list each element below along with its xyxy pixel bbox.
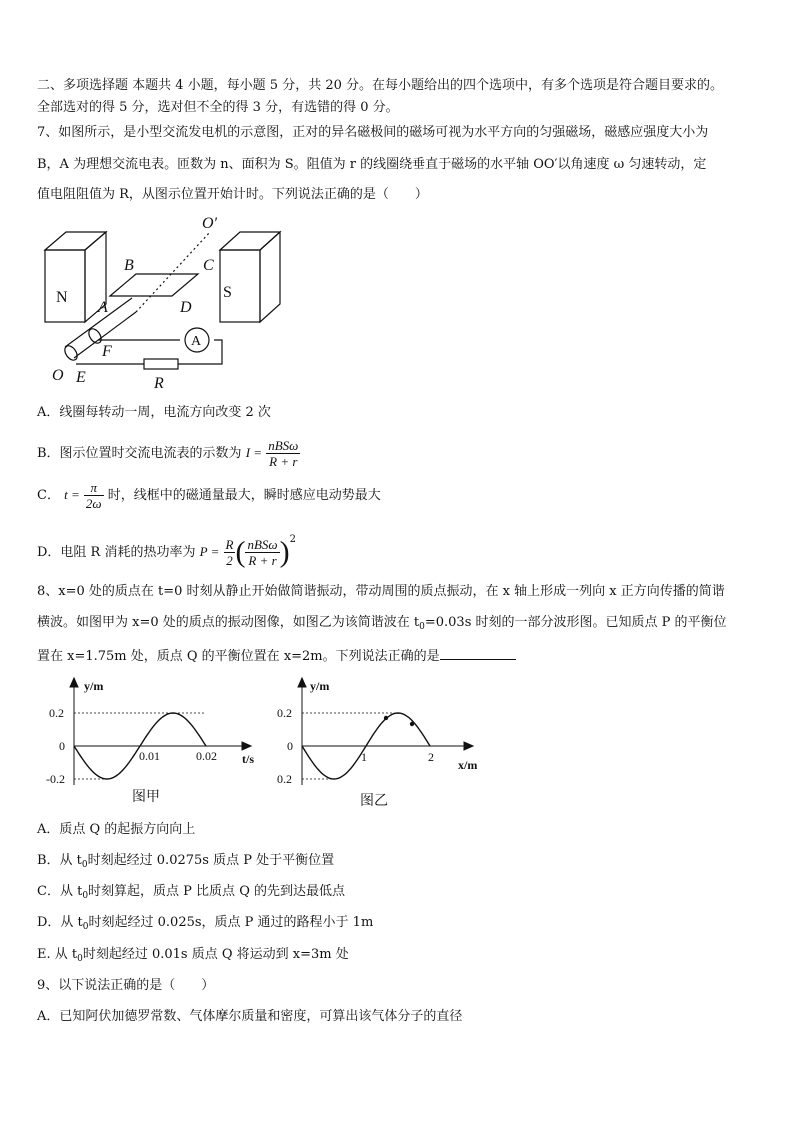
q8-option-d-b: 时刻起经过 0.025s，质点 P 通过的路程小于 1m — [88, 915, 374, 930]
fraction-numerator: π — [84, 480, 104, 496]
q7-option-c-prefix: C． — [37, 488, 60, 503]
subscript: 0 — [419, 622, 425, 632]
corner-d-label: D — [180, 299, 192, 316]
q8-option-b — [37, 851, 334, 875]
q8-option-c-a: C．从 t — [37, 884, 83, 899]
q8-option-c — [37, 882, 345, 906]
fraction-denominator: 2ω — [85, 496, 102, 511]
point-q — [410, 722, 414, 726]
yi-ylabel: y/m — [310, 679, 330, 693]
fraction-numerator: R — [225, 537, 234, 552]
q7-option-d-lhs: P = — [199, 544, 220, 559]
q7-option-b-fraction — [266, 438, 300, 469]
q7-option-d-exponent: 2 — [289, 534, 296, 545]
ammeter-label: A — [191, 334, 202, 349]
yi-xlabel: x/m — [458, 758, 478, 772]
graph-jia — [34, 675, 274, 810]
q7-option-c — [37, 480, 381, 511]
q8-stem-line2 — [37, 613, 727, 637]
subscript: 0 — [81, 860, 88, 870]
q8-stem-line3 — [37, 645, 516, 667]
q7-option-d-inner — [245, 537, 279, 568]
q7-option-b-text: B．图示位置时交流电流表的示数为 — [37, 446, 242, 461]
q8-stem-line1: 8、x=0 处的质点在 t=0 时刻从静止开始做简谐振动，带动周围的质点振动，在 x 轴上形成一列向 x 正方向传播的简谐 — [37, 584, 725, 599]
corner-c-label: C — [203, 257, 214, 274]
q8-option-e — [37, 945, 349, 969]
q8-option-d — [37, 913, 373, 937]
section-instructions-line2: 全部选对的得 5 分，选对但不全的得 3 分，有选错的得 0 分。 — [37, 100, 399, 115]
brush-e-label: E — [76, 369, 86, 386]
jia-ytick-zero: 0 — [59, 739, 65, 753]
graph-yi — [262, 675, 502, 810]
q7-option-d: D．电阻 R 消耗的热功率为 P = $\frac{R}{2}$ ( $\frac{\text{nBSω}}{R + r}$ )$^2$ — [37, 534, 296, 569]
q7-option-b-lhs: I = — [245, 445, 263, 460]
brush-f-label: F — [102, 343, 112, 360]
jia-ytick-neg: -0.2 — [46, 772, 65, 786]
q7-option-c-fraction — [84, 480, 104, 511]
fraction-denominator: R + r — [269, 454, 298, 469]
jia-ylabel: y/m — [84, 679, 104, 693]
q7-option-d-text: D．电阻 R 消耗的热功率为 — [37, 545, 196, 560]
generator-figure — [40, 212, 290, 394]
corner-b-label: B — [124, 257, 134, 274]
q8-option-e-a: E. 从 t — [37, 947, 78, 962]
subscript: 0 — [82, 891, 89, 901]
magnet-s-label: S — [223, 284, 232, 301]
resistor-r-label: R — [154, 375, 164, 392]
yi-caption: 图乙 — [360, 794, 388, 809]
q8-option-c-b: 时刻算起，质点 P 比质点 Q 的先到达最低点 — [88, 884, 345, 899]
jia-xlabel: t/s — [242, 752, 254, 766]
jia-ytick-pos: 0.2 — [49, 706, 64, 720]
fraction-numerator: nBSω — [268, 438, 299, 453]
q7-option-a: A．线圈每转动一周，电流方向改变 2 次 — [37, 405, 271, 420]
q9-stem: 9、以下说法正确的是（ ） — [37, 978, 215, 993]
q7-option-c-lhs: t = — [64, 487, 80, 502]
yi-xtick-2: 2 — [428, 750, 434, 764]
q8-option-e-b: 时刻起经过 0.01s 质点 Q 将运动到 x=3m 处 — [82, 947, 349, 962]
axis-o-label: O — [52, 367, 64, 384]
corner-a-label: A — [98, 299, 108, 316]
q8-stem-line3-text: 置在 x=1.75m 处，质点 Q 的平衡位置在 x=2m。下列说法正确的是 — [37, 649, 440, 664]
point-p — [384, 716, 388, 720]
subscript: 0 — [77, 954, 83, 964]
fraction-denominator: R + r — [248, 553, 277, 568]
q8-option-b-b: 时刻起经过 0.0275s 质点 P 处于平衡位置 — [87, 853, 335, 868]
jia-caption: 图甲 — [132, 790, 160, 805]
magnet-n-label: N — [56, 289, 68, 306]
jia-xtick-1: 0.01 — [139, 749, 160, 763]
q9-option-a: A．已知阿伏加德罗常数、气体摩尔质量和密度，可算出该气体分子的直径 — [37, 1009, 463, 1024]
axis-oprime-label: O′ — [202, 215, 218, 232]
yi-ytick-pos: 0.2 — [277, 706, 292, 720]
yi-ytick-neg: 0.2 — [277, 772, 292, 786]
q8-option-d-a: D．从 t — [37, 915, 83, 930]
yi-ytick-zero: 0 — [287, 739, 293, 753]
q8-option-a: A．质点 Q 的起振方向向上 — [37, 822, 196, 837]
answer-blank[interactable] — [440, 645, 516, 660]
q7-stem-line3: 值电阻阻值为 R，从图示位置开始计时。下列说法正确的是（ ） — [37, 187, 428, 202]
section-instructions-line1: 二、多项选择题 本题共 4 小题，每小题 5 分，共 20 分。在每小题给出的四个选项中，有多个选项是符合题目要求的。 — [37, 78, 724, 93]
q8-option-b-a: B．从 t — [37, 853, 82, 868]
q8-stem-line2-a: 横波。如图甲为 x=0 处的质点的振动图像，如图乙为该简谐波在 t — [37, 615, 420, 630]
q7-option-c-text: 时，线框中的磁通量最大，瞬时感应电动势最大 — [107, 488, 381, 503]
fraction-denominator: 2 — [226, 553, 233, 568]
fraction-numerator: nBSω — [247, 537, 278, 552]
q8-stem-line2-b: =0.03s 时刻的一部分波形图。已知质点 P 的平衡位 — [424, 615, 727, 630]
yi-xtick-1: 1 — [361, 750, 367, 764]
subscript: 0 — [82, 922, 89, 932]
jia-xtick-2: 0.02 — [196, 749, 217, 763]
q7-option-d-coef — [224, 537, 236, 568]
q7-option-b — [37, 438, 300, 469]
q7-stem-line2: B，A 为理想交流电表。匝数为 n、面积为 S。阻值为 r 的线圈绕垂直于磁场的水平轴 OO′以角速度 ω 匀速转动，定 — [37, 157, 707, 172]
q7-stem-line1: 7、如图所示，是小型交流发电机的示意图，正对的异名磁极间的磁场可视为水平方向的匀强磁场，磁感应强度大小为 — [37, 125, 709, 140]
